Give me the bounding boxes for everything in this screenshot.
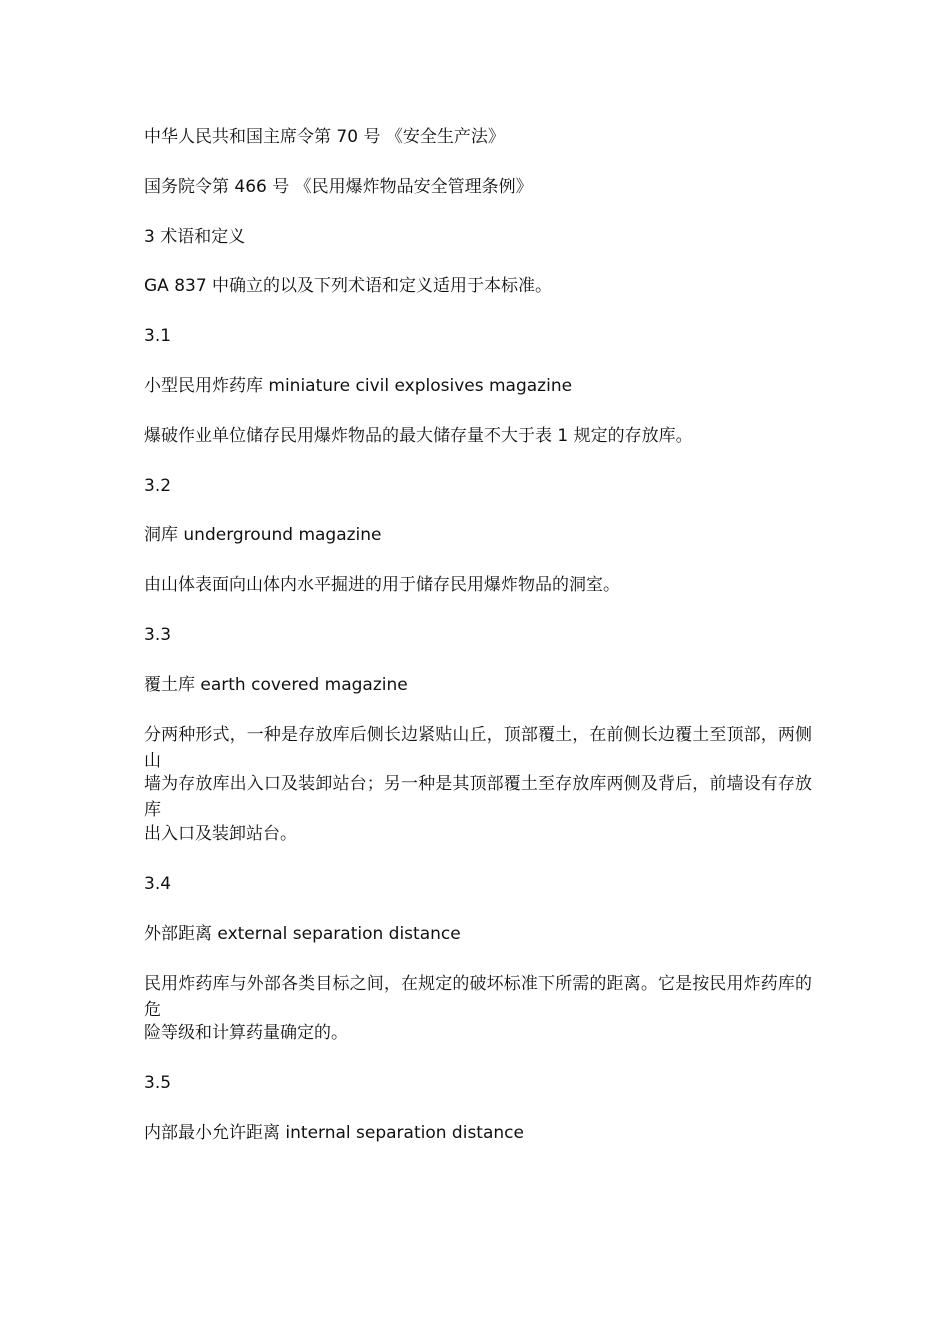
clause-number: 3.3	[144, 624, 172, 645]
term-title: 小型民用炸药库 miniature civil explosives magazine	[144, 375, 573, 396]
document-body	[144, 124, 812, 1170]
reference-law-line: 中华人民共和国主席令第 70 号 《安全生产法》	[144, 127, 505, 147]
clause-number: 3.1	[144, 326, 172, 347]
term-title: 外部距离 external separation distance	[144, 923, 461, 944]
clause-number: 3.5	[144, 1073, 172, 1094]
clause-number: 3.4	[144, 873, 172, 894]
term-title: 内部最小允许距离 internal separation distance	[144, 1122, 524, 1143]
term-definition: 墙为存放库出入口及装卸站台；另一种是其顶部覆土至存放库两侧及背后，前墙设有存放库	[144, 774, 812, 821]
section-heading: 3 术语和定义	[144, 226, 246, 247]
term-definition: 出入口及装卸站台。	[144, 824, 297, 845]
term-definition: 分两种形式，一种是存放库后侧长边紧贴山丘，顶部覆土，在前侧长边覆土至顶部，两侧山	[144, 724, 812, 771]
term-definition: 爆破作业单位储存民用爆炸物品的最大储存量不大于表 1 规定的存放库。	[144, 425, 693, 446]
term-title: 洞库 underground magazine	[144, 525, 382, 546]
clause-number: 3.2	[144, 475, 172, 496]
term-definition: 险等级和计算药量确定的。	[144, 1023, 348, 1044]
reference-regulation-line: 国务院令第 466 号 《民用爆炸物品安全管理条例》	[144, 176, 533, 197]
term-title: 覆土库 earth covered magazine	[144, 674, 408, 695]
section-intro: GA 837 中确立的以及下列术语和定义适用于本标准。	[144, 276, 553, 297]
term-definition: 由山体表面向山体内水平掘进的用于储存民用爆炸物品的洞室。	[144, 575, 620, 596]
term-definition: 民用炸药库与外部各类目标之间，在规定的破坏标准下所需的距离。它是按民用炸药库的危	[144, 973, 812, 1020]
